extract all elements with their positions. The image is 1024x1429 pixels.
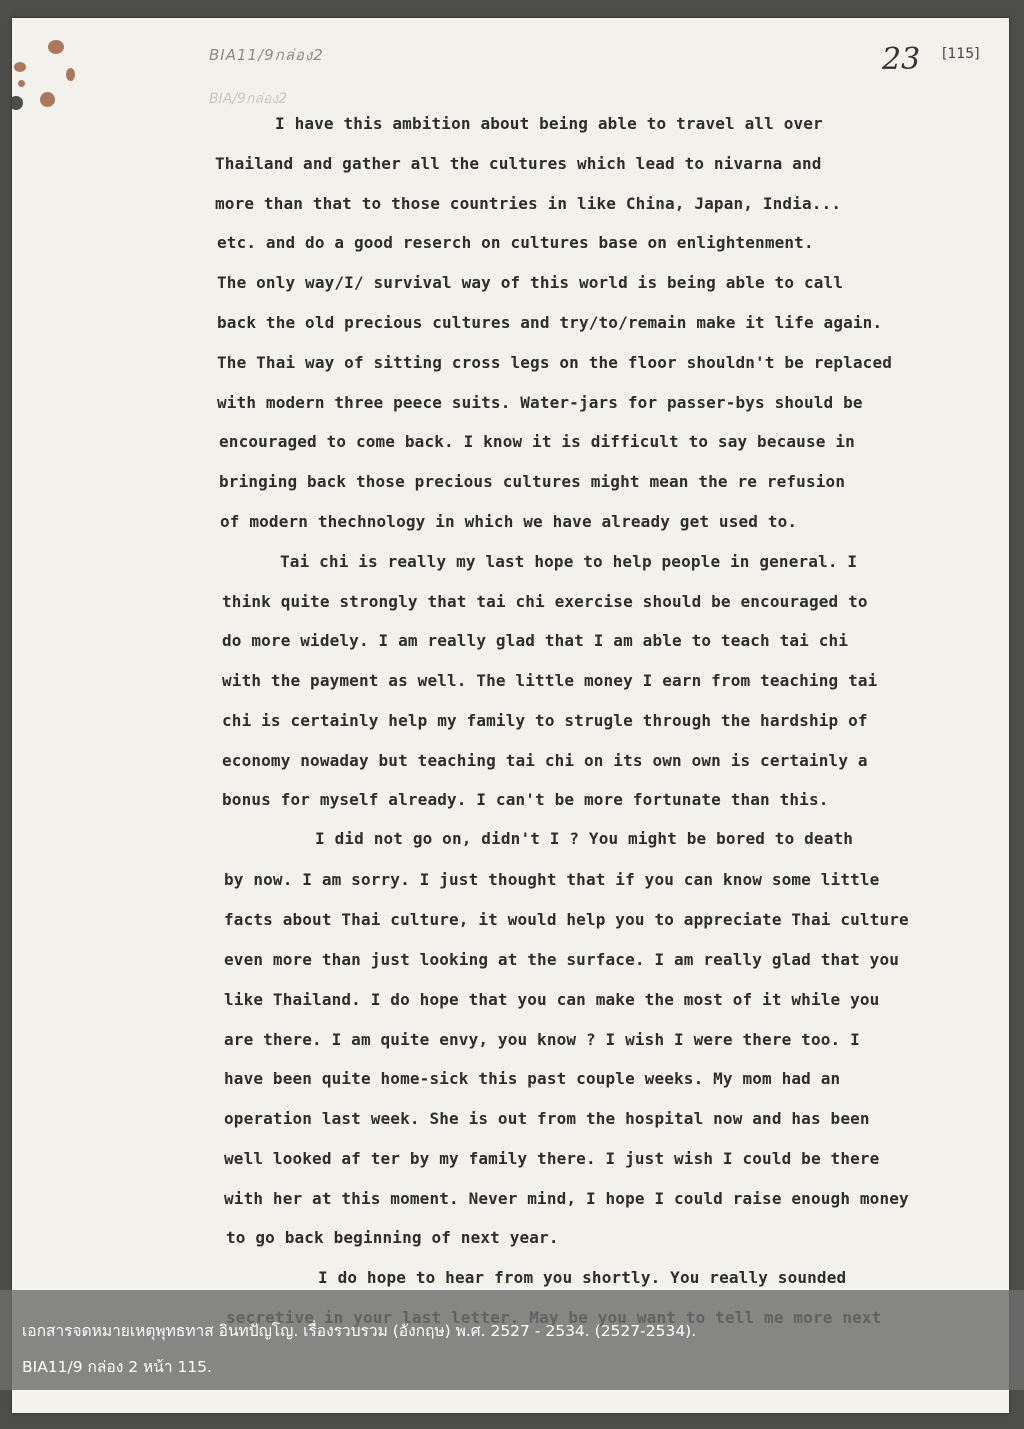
typed-line: by now. I am sorry. I just thought that if you can know some little [224, 870, 880, 889]
rust-stain [66, 68, 75, 81]
typed-line: with the payment as well. The little money I earn from teaching tai [222, 671, 878, 690]
rust-stain [14, 62, 26, 72]
typed-line: facts about Thai culture, it would help you to appreciate Thai culture [224, 910, 909, 929]
punch-hole [12, 96, 23, 110]
caption-reference: BIA11/9 กล่อง 2 หน้า 115. [22, 1358, 212, 1376]
page-number-handwritten: 23 [882, 42, 921, 77]
typed-line: do more widely. I am really glad that I am able to teach tai chi [222, 631, 849, 650]
typed-line: chi is certainly help my family to strugle through the hardship of [222, 711, 868, 730]
rust-stain [40, 92, 55, 107]
typed-line: Tai chi is really my last hope to help people in general. I [280, 552, 858, 571]
typed-line: back the old precious cultures and try/to/remain make it life again. [217, 313, 883, 332]
typed-line: I did not go on, didn't I ? You might be bored to death [315, 829, 854, 848]
typed-line: Thailand and gather all the cultures which lead to nivarna and [215, 154, 822, 173]
rust-stain [48, 40, 64, 54]
typed-line: economy nowaday but teaching tai chi on its own own is certainly a [222, 751, 868, 770]
typed-line: with modern three peece suits. Water-jars for passer-bys should be [217, 393, 863, 412]
typed-line: bringing back those precious cultures might mean the re refusion [219, 472, 846, 491]
typed-line: I have this ambition about being able to travel all over [275, 114, 823, 133]
typed-line: think quite strongly that tai chi exercise should be encouraged to [222, 592, 868, 611]
typed-line: bonus for myself already. I can't be more fortunate than this. [222, 790, 829, 809]
typed-line: to go back beginning of next year. [226, 1228, 559, 1247]
typed-line: like Thailand. I do hope that you can make the most of it while you [224, 990, 880, 1009]
caption-bar [0, 1290, 1024, 1390]
typed-line: of modern thechnology in which we have already get used to. [220, 512, 798, 531]
typed-line: with her at this moment. Never mind, I hope I could raise enough money [224, 1189, 909, 1208]
typed-line: well looked af ter by my family there. I just wish I could be there [224, 1149, 880, 1168]
document-page [12, 18, 1009, 1413]
typed-line: etc. and do a good reserch on cultures base on enlightenment. [217, 233, 814, 252]
rust-stain [18, 80, 25, 87]
typed-line: have been quite home-sick this past couple weeks. My mom had an [224, 1069, 841, 1088]
page-number-bracket: [115] [942, 46, 980, 62]
archive-reference-note-faint: BIA/9กล่อง2 [209, 91, 288, 107]
typed-line: more than that to those countries in like China, Japan, India... [215, 194, 842, 213]
archive-reference-note: BIA11/9กล่อง2 [209, 46, 324, 64]
typed-line: The Thai way of sitting cross legs on the floor shouldn't be replaced [217, 353, 893, 372]
typed-line: encouraged to come back. I know it is difficult to say because in [219, 432, 855, 451]
typed-line: even more than just looking at the surface. I am really glad that you [224, 950, 900, 969]
typed-line: are there. I am quite envy, you know ? I wish I were there too. I [224, 1030, 860, 1049]
caption-title: เอกสารจดหมายเหตุพุทธทาส อินทปัญโญ. เรื่องรวบรวม (อังกฤษ) พ.ศ. 2527 - 2534. (2527-2534). [22, 1322, 697, 1340]
typed-line: The only way/I/ survival way of this world is being able to call [217, 273, 844, 292]
typed-line: operation last week. She is out from the hospital now and has been [224, 1109, 870, 1128]
typed-line: I do hope to hear from you shortly. You really sounded [318, 1268, 847, 1287]
